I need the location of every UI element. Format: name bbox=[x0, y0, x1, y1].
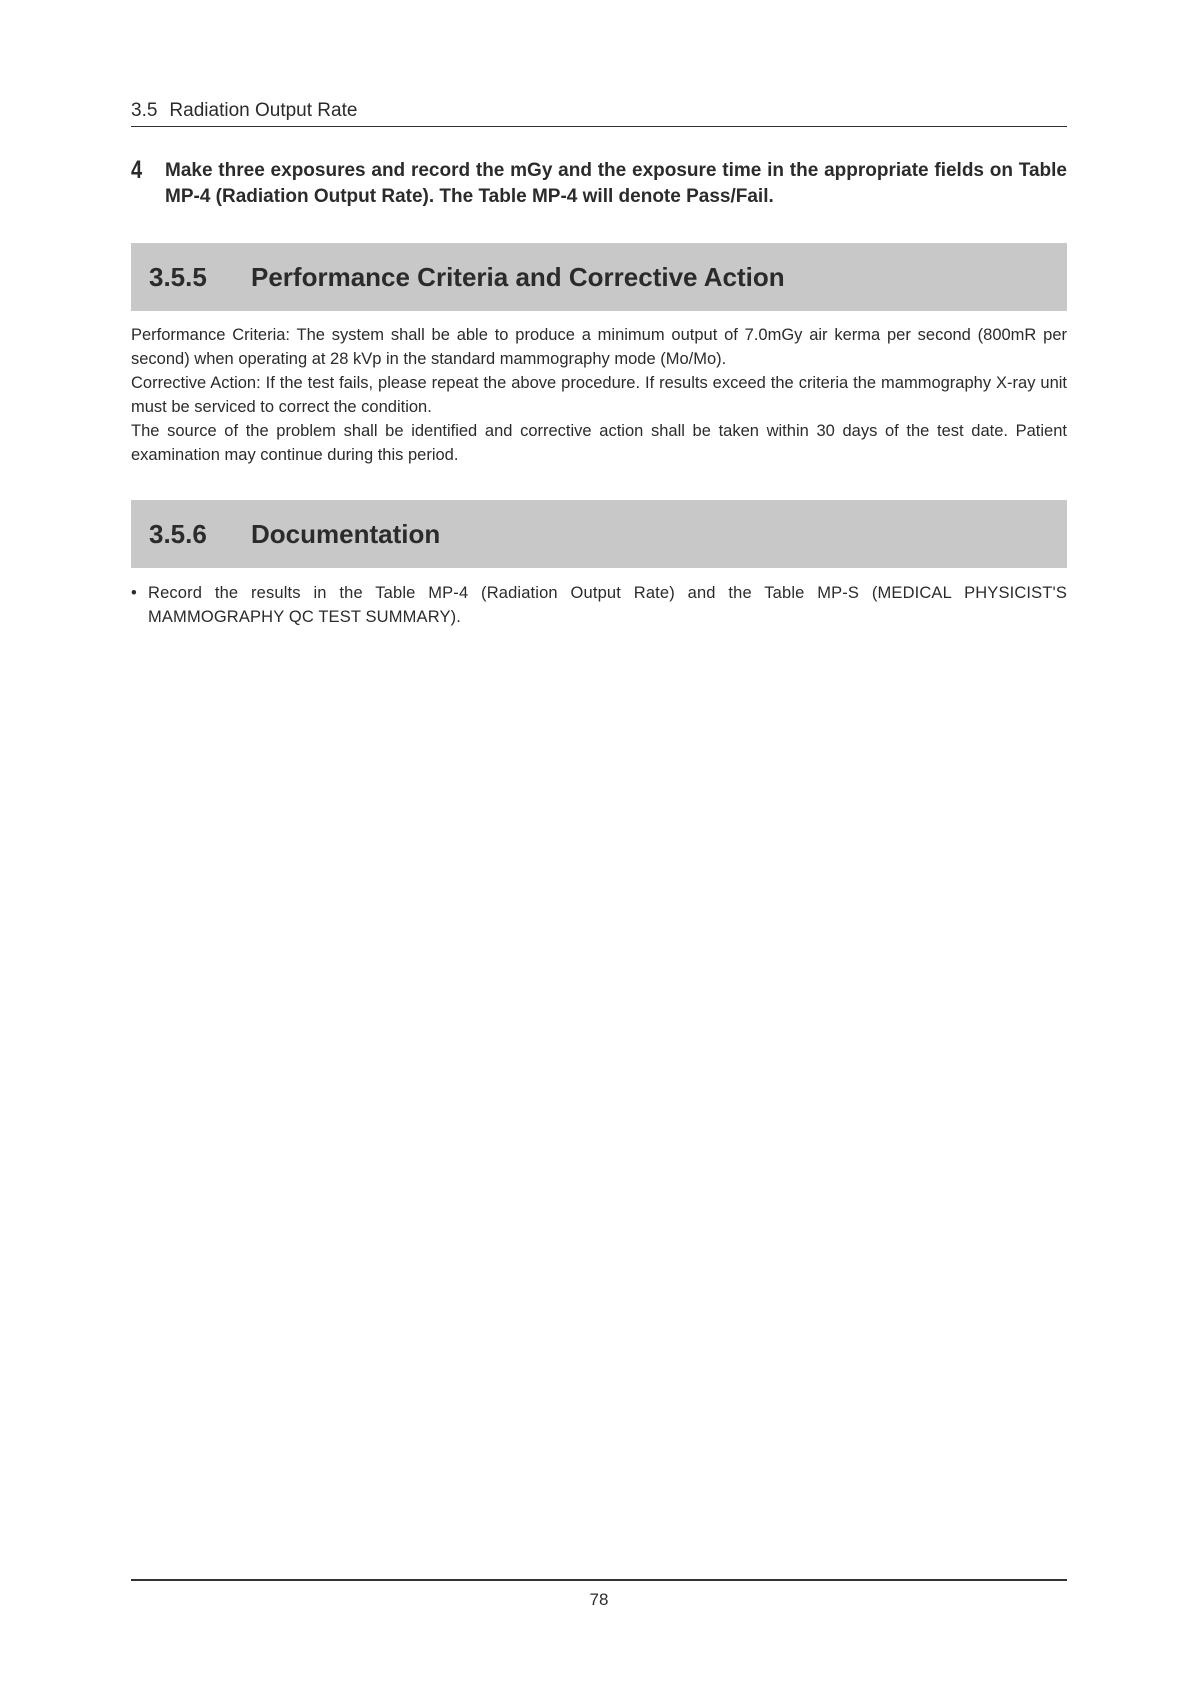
section-number: 3.5.6 bbox=[149, 519, 207, 549]
section-title: Documentation bbox=[251, 519, 441, 549]
footer-rule bbox=[131, 1579, 1067, 1581]
running-header bbox=[131, 100, 1067, 127]
performance-criteria-paragraph: Performance Criteria: The system shall be able to produce a minimum output of 7.0mGy air kerma per second (800mR per second) when operating at 28 kVp in the standard mammography mode (Mo/Mo). bbox=[131, 326, 1067, 368]
header-section-number: 3.5 bbox=[131, 100, 158, 121]
corrective-action-paragraph: Corrective Action: If the test fails, please repeat the above procedure. If results exceed the criteria the mammography X-ray unit must be serviced to correct the condition. bbox=[131, 374, 1067, 416]
bullet-icon: • bbox=[131, 584, 137, 602]
section-heading-performance-criteria bbox=[131, 243, 1067, 311]
step-instruction: Make three exposures and record the mGy and the exposure time in the appropriate fields on Table MP-4 (Radiation Output Rate). The Table MP-4 will denote Pass/Fail. bbox=[165, 160, 1067, 207]
section-heading-documentation bbox=[131, 500, 1067, 568]
problem-source-paragraph: The source of the problem shall be identified and corrective action shall be taken within 30 days of the test date. Patient examination may continue during this period. bbox=[131, 422, 1067, 464]
bullet-text: Record the results in the Table MP-4 (Radiation Output Rate) and the Table MP-S (MEDICAL PHYSICIST'S MAMMOGRAPHY QC TEST SUMMARY). bbox=[148, 584, 1067, 626]
header-section-title: Radiation Output Rate bbox=[169, 100, 358, 121]
step-number: 4 bbox=[131, 156, 143, 184]
section-number: 3.5.5 bbox=[149, 262, 207, 292]
performance-criteria-body bbox=[131, 323, 1067, 467]
page-number: 78 bbox=[589, 1590, 609, 1609]
documentation-bullet-item bbox=[131, 581, 1067, 629]
section-title: Performance Criteria and Corrective Action bbox=[251, 262, 785, 292]
